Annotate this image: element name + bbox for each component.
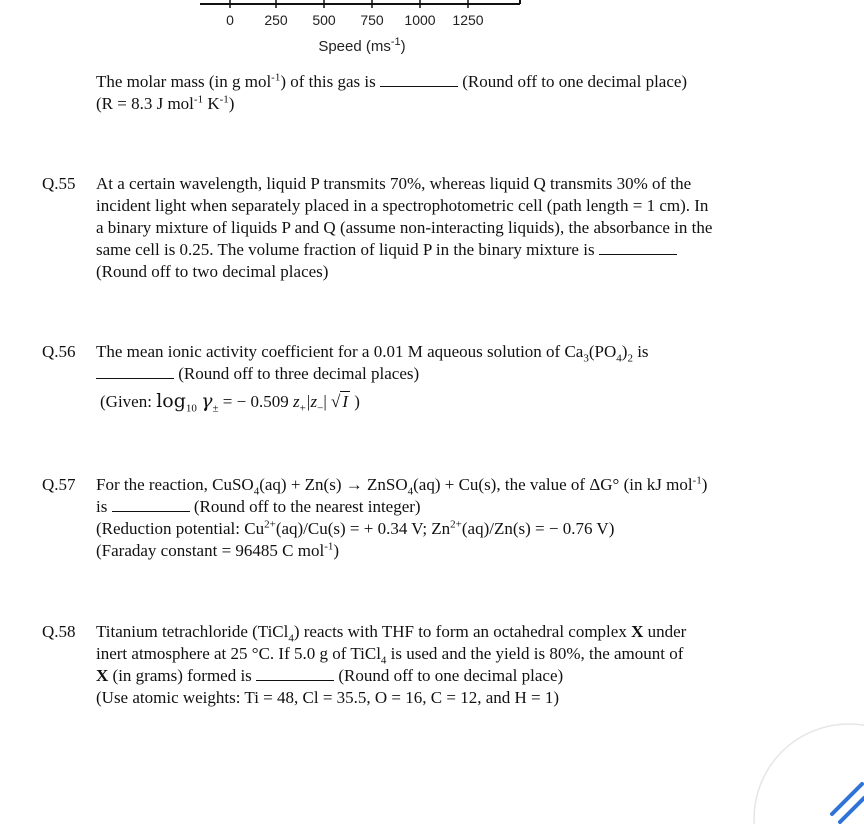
answer-blank[interactable]: [380, 72, 458, 87]
q56-given: (Given: $\log_{10} \gamma_\pm$ = − 0.509 $z_+|z_-|$ √ I ): [100, 390, 360, 415]
q56-line2: (Round off to three decimal places): [96, 363, 419, 385]
q54-line2: (R = 8.3 J mol$^{-1}$ $K^{-1}$): [96, 93, 235, 113]
q56-line1: The mean ionic activity coefficient for a 0.01 M aqueous solution of $Ca_3(PO_4)_2$ is: [96, 342, 649, 365]
q57-line4: (Faraday constant = 96485 C mol$^{-1}$): [96, 540, 340, 560]
answer-blank[interactable]: [256, 666, 334, 681]
q57-line2: is (Round off to the nearest integer): [96, 497, 421, 516]
q55-line: At a certain wavelength, liquid P transmits 70%, whereas liquid Q transmits 30% of the: [96, 174, 692, 193]
question-number: Q.58: [42, 622, 76, 641]
tick-label: 1000: [404, 12, 436, 28]
q54-line1: The molar mass (in g mol$^{-1}$) of this gas is (Round off to one decimal place): [96, 71, 688, 91]
answer-blank[interactable]: [96, 364, 174, 379]
q58-line3: X (in grams) formed is (Round off to one decimal place): [96, 666, 564, 685]
q58-line2: inert atmosphere at 25 °C. If 5.0 g of TiCl$_4$ is used and the yield is 80%, the amount of: [96, 644, 684, 667]
q57-line3: (Reduction potential: $Cu^{2+}(aq)/Cu(s)$ = + 0.34 V; $Zn^{2+}(aq)/Zn(s)$ = − 0.76 V): [96, 518, 615, 538]
speed-axis: [0, 0, 864, 70]
q55-line: incident light when separately placed in a spectrophotometric cell (path length = 1 cm). In: [96, 196, 709, 215]
axis-title: Speed $(ms^{-1})$: [318, 36, 406, 55]
answer-blank[interactable]: [112, 497, 190, 512]
tick-label: 0: [226, 12, 234, 28]
q55-line: (Round off to two decimal places): [96, 262, 329, 281]
question-number: Q.55: [42, 174, 76, 193]
tick-label: 750: [360, 12, 384, 28]
question-number: Q.57: [42, 475, 76, 494]
q57-line1: For the reaction, CuSO$_4$(aq) + Zn(s) → ZnSO$_4$(aq) + Cu(s), the value of ΔG° (in kJ mol$^{-1}$): [96, 474, 708, 498]
q58-line1: Titanium tetrachloride (TiCl$_4$) reacts with THF to form an octahedral complex X under: [96, 622, 687, 645]
answer-blank[interactable]: [599, 240, 677, 255]
question-number: Q.56: [42, 342, 76, 361]
q55-line: same cell is 0.25. The volume fraction of liquid P in the binary mixture is: [96, 239, 677, 261]
tick-label: 1250: [452, 12, 484, 28]
tick-label: 250: [264, 12, 288, 28]
q55-line: a binary mixture of liquids P and Q (assume non-interacting liquids), the absorbance in the: [96, 218, 713, 237]
tick-label: 500: [312, 12, 336, 28]
q58-line4: (Use atomic weights: Ti = 48, Cl = 35.5, O = 16, C = 12, and H = 1): [96, 688, 560, 707]
edit-fab-icon[interactable]: [744, 714, 864, 824]
